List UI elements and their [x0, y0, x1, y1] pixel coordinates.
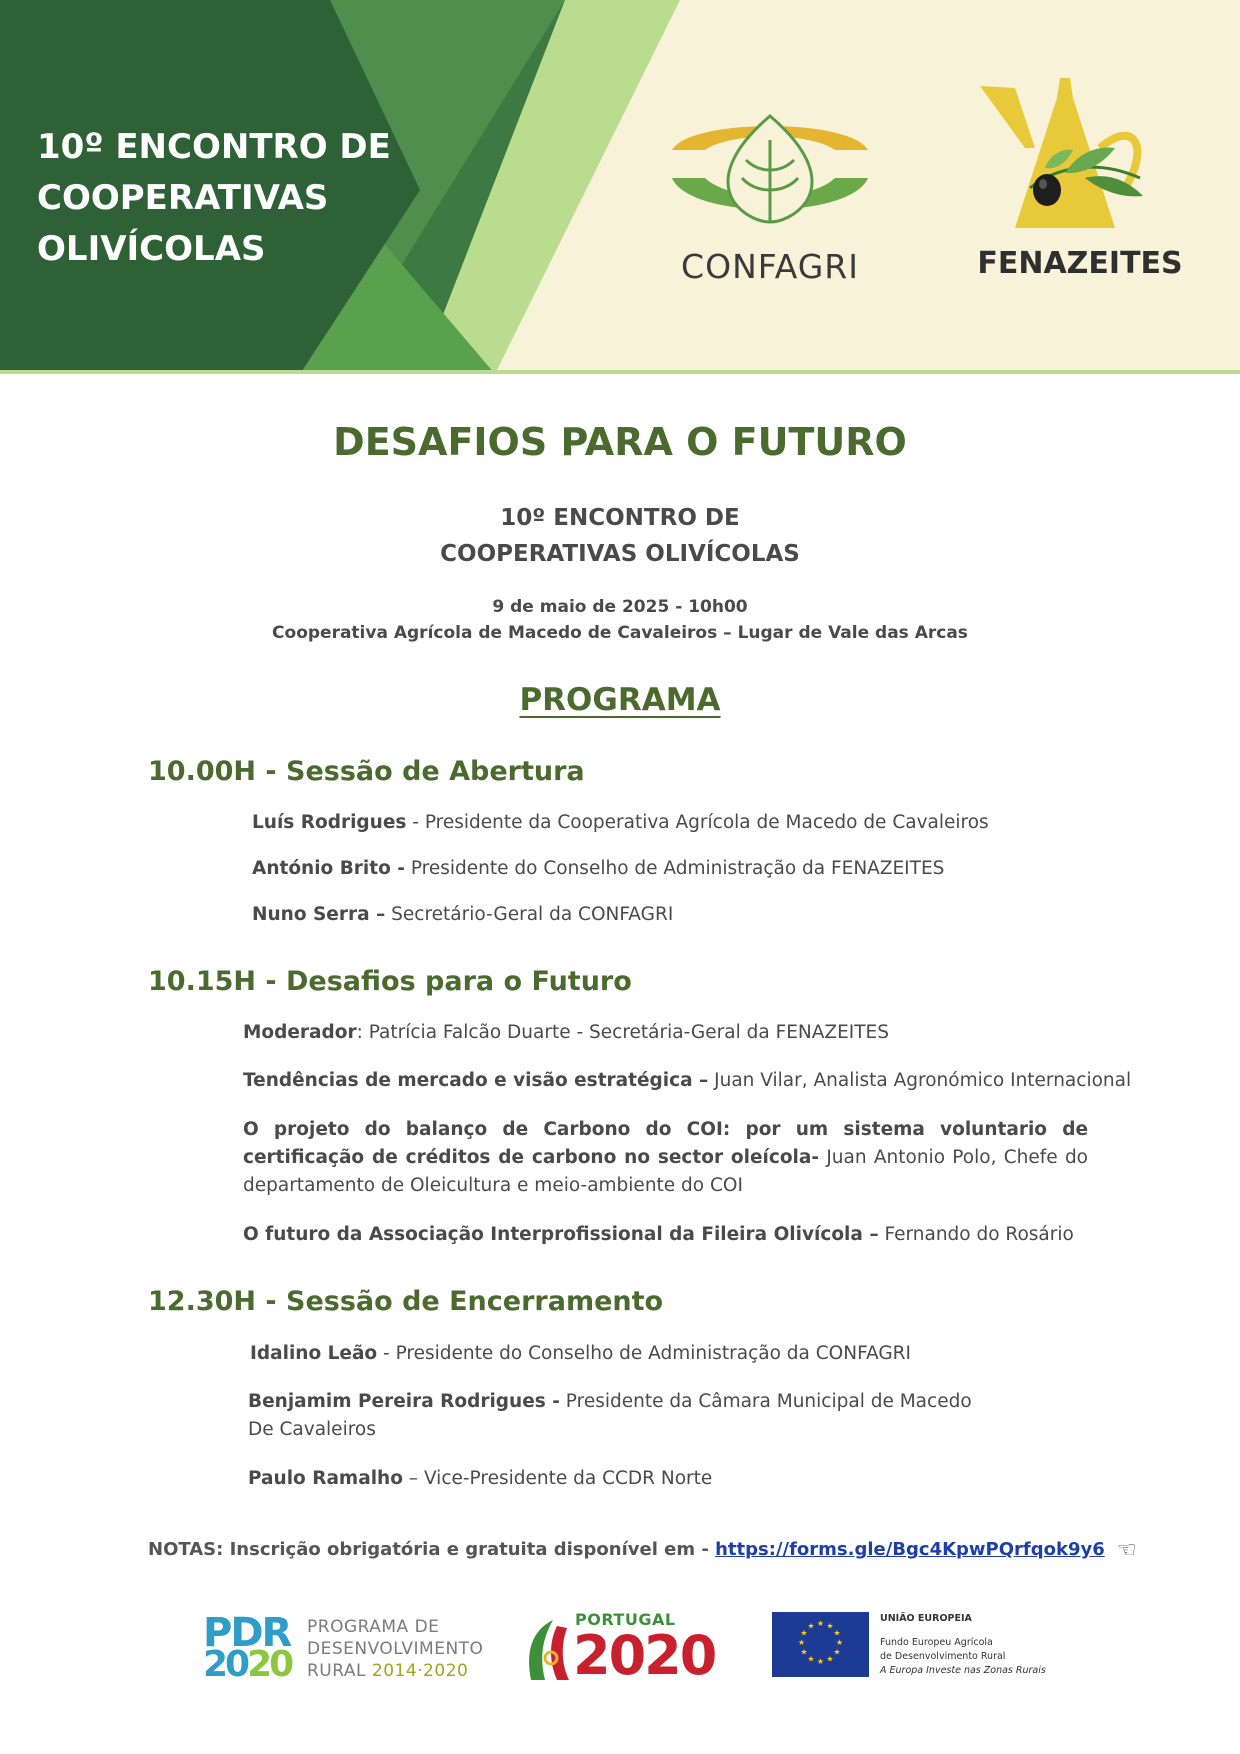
pdr-mark-bottom-b: 20: [247, 1644, 292, 1685]
pdr-line3-a: RURAL: [307, 1661, 372, 1681]
svg-text:★: ★: [833, 1628, 841, 1638]
speaker-role: Vice-Presidente da CCDR Norte: [423, 1468, 713, 1489]
confagri-logo: [660, 110, 880, 290]
speaker-role: Presidente da Cooperativa Agrícola de Macedo de Cavaleiros: [424, 812, 989, 833]
speaker-role: Fernando do Rosário: [884, 1224, 1074, 1245]
banner-title: [37, 122, 417, 275]
olive-oil-can-icon: [975, 78, 1185, 248]
eu-fund-line: de Desenvolvimento Rural: [880, 1651, 1006, 1662]
eu-stars-icon: [772, 1612, 869, 1677]
entry-separator: –: [402, 1468, 424, 1489]
svg-text:★: ★: [807, 1621, 815, 1631]
svg-text:★: ★: [816, 1657, 825, 1666]
eu-flag-icon: [772, 1612, 869, 1677]
pdr2020-logo: [203, 1610, 503, 1694]
entry-separator: :: [356, 1022, 369, 1043]
eu-text: [880, 1612, 1080, 1678]
portugal2020-year: 2020: [573, 1624, 716, 1687]
program-entry: [248, 1465, 712, 1493]
svg-text:★: ★: [835, 1638, 844, 1647]
program-entry: [250, 1340, 911, 1368]
speaker-name: Idalino Leão: [250, 1343, 378, 1364]
svg-text:★: ★: [797, 1638, 806, 1647]
program-entry: [252, 809, 989, 837]
svg-text:★: ★: [826, 1621, 834, 1631]
sub-title-line: 10º ENCONTRO DE: [500, 505, 740, 531]
pdr-line: DESENVOLVIMENTO: [307, 1639, 484, 1659]
banner-title-line: COOPERATIVAS: [37, 178, 329, 218]
pdr-line: [307, 1660, 483, 1682]
confagri-logo-text: CONFAGRI: [681, 247, 859, 286]
pdr2020-mark: [203, 1610, 298, 1685]
entry-separator: -: [377, 1343, 396, 1364]
pointing-hand-icon: ☜: [1116, 1538, 1137, 1563]
sub-title-line: COOPERATIVAS OLIVÍCOLAS: [440, 541, 800, 567]
session-title-opening: 10.00H - Sessão de Abertura: [148, 756, 585, 787]
svg-text:★: ★: [800, 1647, 808, 1657]
portugal2020-label: PORTUGAL: [575, 1610, 676, 1629]
event-details: [0, 594, 1240, 646]
registration-link[interactable]: https://forms.gle/Bgc4KpwPQrfqok9y6: [715, 1539, 1105, 1560]
programa-heading: [0, 682, 1240, 718]
speaker-role: Presidente do Conselho de Administração da CONFAGRI: [395, 1343, 911, 1364]
speaker-role-continued: De Cavaleiros: [248, 1419, 376, 1440]
fenazeites-logo: [975, 78, 1185, 288]
svg-text:★: ★: [807, 1654, 815, 1664]
speaker-name: Nuno Serra –: [252, 904, 386, 925]
fenazeites-logo-text: FENAZEITES: [977, 246, 1183, 281]
program-entry: [252, 855, 944, 883]
eu-logo: [772, 1612, 1072, 1692]
event-date: 9 de maio de 2025 - 10h00: [492, 597, 748, 617]
pdr-mark-top: PDR: [203, 1610, 291, 1656]
eu-fund-line: Fundo Europeu Agrícola: [880, 1637, 993, 1648]
speaker-role: Juan Vilar, Analista Agronómico Internacional: [714, 1070, 1132, 1091]
eu-slogan: A Europa Investe nas Zonas Rurais: [880, 1665, 1046, 1676]
footer-logos: [0, 1600, 1240, 1700]
portugal2020-logo: [523, 1610, 743, 1700]
speaker-role: Secretário-Geral da CONFAGRI: [391, 904, 674, 925]
speaker-role: Presidente da Câmara Municipal de Macedo: [565, 1391, 972, 1412]
main-title: DESAFIOS PARA O FUTURO: [333, 420, 907, 464]
confagri-leaf-icon: [660, 110, 880, 240]
session-title-closing: 12.30H - Sessão de Encerramento: [148, 1286, 664, 1317]
banner-title-line: 10º ENCONTRO DE: [37, 127, 391, 167]
speaker-name: Tendências de mercado e visão estratégica –: [243, 1070, 709, 1091]
entry-separator: -: [406, 812, 425, 833]
program-entry: [243, 1221, 1074, 1249]
svg-text:★: ★: [816, 1619, 825, 1628]
program-entry: [243, 1019, 889, 1047]
speaker-name: Luís Rodrigues: [252, 812, 407, 833]
speaker-role: Presidente do Conselho de Administração da FENAZEITES: [410, 858, 945, 879]
pdr-line: PROGRAMA DE: [307, 1617, 440, 1637]
sub-title: [0, 500, 1240, 572]
banner-title-line: OLIVÍCOLAS: [37, 229, 266, 269]
program-entry: [243, 1067, 1131, 1095]
pdr-mark-bottom-a: 20: [203, 1644, 248, 1685]
session-title-challenges: 10.15H - Desafios para o Futuro: [148, 966, 632, 997]
program-entry: [243, 1116, 1088, 1200]
pdr-line3-b: 2014·2020: [371, 1661, 469, 1681]
eu-title: UNIÃO EUROPEIA: [880, 1613, 972, 1624]
programa-label: PROGRAMA: [519, 682, 721, 718]
svg-text:★: ★: [833, 1647, 841, 1657]
header-banner: [0, 0, 1240, 374]
pdr2020-text: [307, 1616, 483, 1682]
speaker-name: Benjamim Pereira Rodrigues -: [248, 1391, 560, 1412]
svg-text:★: ★: [800, 1628, 808, 1638]
speaker-name: Paulo Ramalho: [248, 1468, 403, 1489]
portugal2020-emblem-icon: [523, 1616, 571, 1686]
speaker-role: Juan Antonio Polo, Chefe do departamento de Oleicultura e meio-ambiente do COI: [243, 1147, 1089, 1196]
pdr-mark-bottom: [203, 1644, 291, 1685]
notes-text: NOTAS: Inscrição obrigatória e gratuita disponível em -: [148, 1539, 716, 1560]
program-entry: [248, 1388, 972, 1444]
program-entry: [252, 901, 673, 929]
speaker-name: O projeto do balanço de Carbono do COI: por um sistema voluntario de certificação de créditos de carbono no sector oleícola-: [243, 1119, 1088, 1168]
registration-notes: [148, 1538, 1137, 1563]
event-location: Cooperativa Agrícola de Macedo de Cavaleiros – Lugar de Vale das Arcas: [272, 623, 968, 643]
speaker-name: O futuro da Associação Interprofissional da Fileira Olivícola –: [243, 1224, 879, 1245]
speaker-name: Moderador: [243, 1022, 357, 1043]
svg-text:★: ★: [826, 1654, 834, 1664]
speaker-role: Patrícia Falcão Duarte - Secretária-Geral da FENAZEITES: [368, 1022, 889, 1043]
speaker-name: António Brito -: [252, 858, 405, 879]
